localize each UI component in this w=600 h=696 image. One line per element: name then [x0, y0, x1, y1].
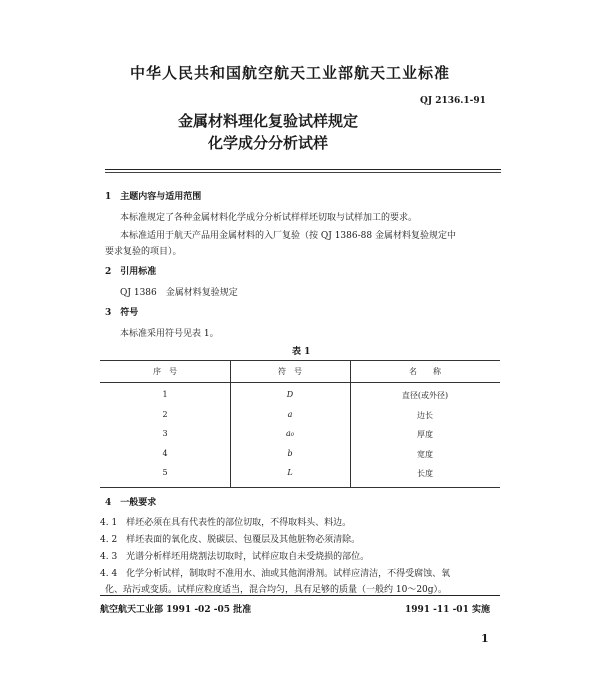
table-cell: a: [287, 410, 293, 419]
section-3-heading: 3 符号: [105, 308, 139, 318]
table-cell: 边长: [417, 411, 433, 420]
table-cell: 宽度: [417, 450, 433, 459]
list-item: 4. 2 样坯表面的氧化皮、脱碳层、包覆层及其他脏物必须清除。: [100, 535, 361, 545]
table-cell: 长度: [417, 469, 433, 478]
table-cell: 2: [162, 410, 168, 419]
table-title: 表 1: [292, 347, 311, 357]
table-cell: 直径(或外径): [401, 391, 449, 400]
list-item: 化、玷污或变质。试样应粒度适当，混合均匀，具有足够的质量（一般约 10～20g）。: [105, 585, 448, 595]
standard-number: QJ 2136.1-91: [420, 96, 486, 106]
header-rule: [105, 169, 501, 170]
table-cell: 5: [162, 468, 168, 477]
document-subtitle: 化学成分分析试样: [208, 134, 329, 152]
list-item: 4. 1 样坯必须在具有代表性的部位切取，不得取料头、料边。: [100, 518, 352, 528]
table-header-rule: [100, 382, 500, 383]
document-title: 金属材料理化复验试样规定: [178, 112, 359, 130]
footer-rule: [100, 595, 500, 596]
approval-date: 航空航天工业部 1991 -02 -05 批准: [100, 605, 252, 615]
table-cell: L: [287, 468, 293, 477]
table-header-index: 序 号: [153, 367, 177, 376]
section-4-heading: 4 一般要求: [105, 498, 157, 508]
table-header-name: 名 称: [409, 367, 441, 376]
table-cell: 厚度: [417, 430, 433, 439]
table-header-symbol: 符 号: [278, 367, 302, 376]
table-bottom-rule: [100, 487, 500, 488]
section-1-paragraph-2: 本标准适用于航天产品用金属材料的入厂复验（按 QJ 1386-88 金属材料复验规定中: [120, 231, 456, 241]
page-number: 1: [481, 632, 489, 645]
header-rule-thin: [105, 172, 501, 173]
list-item: 4. 3 光谱分析样坯用烧割法切取时，试样应取自未受烧损的部位。: [100, 552, 370, 562]
section-1-heading: 1 主题内容与适用范围: [105, 192, 202, 202]
effective-date: 1991 -11 -01 实施: [405, 605, 490, 615]
section-1-paragraph-2-cont: 要求复验的项目）。: [105, 247, 182, 257]
section-2-reference: QJ 1386 金属材料复验规定: [120, 288, 238, 298]
table-cell: 1: [162, 390, 168, 399]
table-top-rule: [100, 360, 500, 361]
list-item: 4. 4 化学分析试样，制取时不准用水、油或其他润滑剂。试样应清洁，不得受腐蚀、氧: [100, 569, 451, 579]
table-cell: 4: [162, 449, 168, 458]
section-2-heading: 2 引用标准: [105, 267, 157, 277]
section-3-paragraph: 本标准采用符号见表 1。: [120, 329, 219, 339]
table-cell: a₀: [286, 429, 294, 438]
table-cell: D: [286, 390, 294, 399]
issuing-authority: 中华人民共和国航空航天工业部航天工业标准: [130, 64, 451, 82]
table-cell: b: [287, 449, 293, 458]
table-cell: 3: [162, 429, 168, 438]
section-1-paragraph-1: 本标准规定了各种金属材料化学成分分析试样样坯切取与试样加工的要求。: [120, 213, 418, 223]
